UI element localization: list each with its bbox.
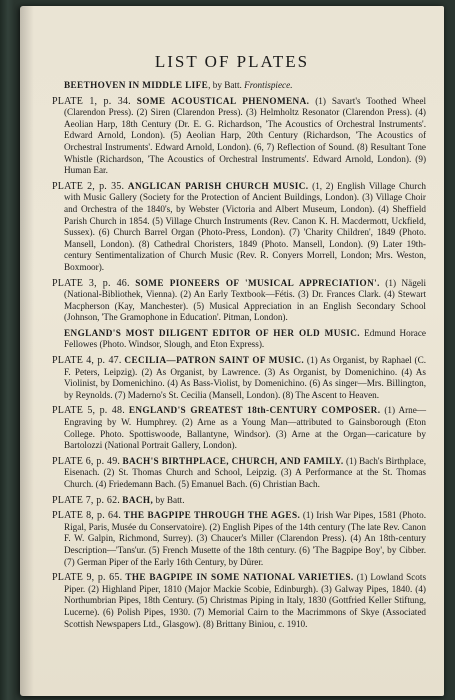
page-gutter-shadow <box>20 6 34 696</box>
plate-entry <box>52 355 426 401</box>
plate-heading: SOME PIONEERS OF 'MUSICAL APPRECIATION'. <box>135 277 380 288</box>
plate-description: Edmund Horace Fellowes (Photo. Windsor, Slough, and Eton Express). <box>64 327 427 350</box>
plate-heading: CECILIA—PATRON SAINT OF MUSIC. <box>124 355 305 366</box>
plate-heading: BACH'S BIRTHPLACE, CHURCH, AND FAMILY. <box>122 455 344 466</box>
plate-label: PLATE 2, p. 35. <box>52 180 125 192</box>
plate-heading: THE BAGPIPE IN SOME NATIONAL VARIETIES. <box>125 572 354 583</box>
plate-label: PLATE 8, p. 64. <box>52 510 122 522</box>
plate-description: (1, 2) English Village Church with Music Gallery (Society for the Protection of Ancient Buildings, London). (3) Village Choir and Orchestra of the 1840's, by Webster (Victoria and Albert Museum, London). (4) Sheffield Parish Church in 1854. (5) Village Church Instruments (Rev. Canon K. H. Macdermott, Uckfield, Sussex). (6) Church Barrel Organ (Photo-Press, London). (7) 'Charity Children', 1849 (Photo. Mansell, London). (8) Cathedral Choristers, 1849 (Photo. Mansell, London). (9) Later 19th-century Sentimentalization of Church Music (Rev. R. Conyers Morrell, London; Mrs. Weston, Boxmoor). <box>64 180 426 272</box>
plate-heading: SOME ACOUSTICAL PHENOMENA. <box>136 95 310 106</box>
plate-label: PLATE 1, p. 34. <box>52 95 131 107</box>
plate-heading: BACH, <box>122 494 154 505</box>
plate-label: PLATE 4, p. 47. <box>52 355 122 367</box>
plate-heading: THE BAGPIPE THROUGH THE AGES. <box>123 510 301 521</box>
plate-description: (1) Arne—Engraving by W. Humphrey. (2) Arne as a Young Man—attributed to Gainsborough (Eton College. Photo. Spottiswoode, Ballantyne, Windsor). (3) Arne at the Organ—caricature by Bartolozzi (National Portrait Gallery, London). <box>64 405 427 451</box>
plate-description: (1) Savart's Toothed Wheel (Clarendon Press). (2) Siren (Clarendon Press). (3) Helmholtz Resonator (Clarendon Press). (4) Aeolian Harp, 18th Century (Dr. E. G. Richardson, 'The Acoustics of Orchestral Instruments'. Edward Arnold, London). (5) Aeolian Harp, 20th Century (Richardson, 'The Acoustics of Orchestral Instruments'. Edward Arnold, London). (6, 7) Reflection of Sound. (8) Resultant Tone Whistle (Richardson, 'The Acoustics of Orchestral Instruments'. Edward Arnold, London). (9) Human Ear. <box>64 95 427 176</box>
plate-label: PLATE 6, p. 49. <box>52 455 121 467</box>
plate-entry <box>52 328 426 351</box>
frontispiece-entry <box>64 80 426 92</box>
plates-list <box>52 80 426 634</box>
plate-description: (1) Irish War Pipes, 1581 (Photo. Rigal, Paris, Musée du Conservatoire). (2) English Pipes of the 14th century (The late Rev. Canon F. W. Galpin, Richmond, Surrey). (3) Chaucer's Miller (Clarendon Press). (4) An 18th-century Description—'Tans'ur. (5) French Musette of the 18th century. (6) 'The Bagpipe Boy', by Cibber. (7) German Piper of the Early 16th Century, by Dürer. <box>64 510 427 567</box>
plate-entry <box>52 278 426 324</box>
entry-heading: BEETHOVEN IN MIDDLE LIFE <box>64 80 209 90</box>
plate-entries <box>52 96 426 631</box>
plate-description: (1) Nägeli (National-Bibliothek, Vienna). (2) An Early Textbook—Fétis. (3) Dr. Frances Clark. (4) Stewart Macpherson (Kay, Manchester). (5) Musical Appreciation in an English Secondary School (Johnson, 'The Gramophone in Education'. Pitman, London). <box>64 277 427 323</box>
plate-label: PLATE 9, p. 65. <box>52 572 123 584</box>
plate-description: (1) Bach's Birthplace, Eisenach. (2) St. Thomas Church and School, Leipzig. (3) A Performance at the St. Thomas Church. (4) Friedemann Bach. (5) Emanuel Bach. (6) Christian Bach. <box>64 455 427 489</box>
entry-note: Frontispiece. <box>244 80 293 90</box>
page-title: LIST OF PLATES <box>154 52 310 71</box>
plate-entry <box>52 495 426 507</box>
plate-description: (1) Lowland Scots Piper. (2) Highland Piper, 1810 (Major Mackie Scobie, Edinburgh). (3) Galway Pipes, 1840. (4) Northumbrian Pipes, 18th Century. (5) Christmas Piping in Italy, 1830 (Gottfried Keller Stiftung, Lucerne). (6) Polish Pipes, 1930. (7) Memorial Cairn to the Macrimmons of Skye (Associated Scottish Newspapers Ltd., Glasgow). (8) Brittany Biniou, c. 1910. <box>64 572 427 629</box>
plate-entry <box>52 572 426 630</box>
plate-heading: ENGLAND'S MOST DILIGENT EDITOR OF HER OLD MUSIC. <box>64 327 360 338</box>
plate-label: PLATE 5, p. 48. <box>52 405 125 417</box>
book-page <box>20 6 444 696</box>
plate-heading: ANGLICAN PARISH CHURCH MUSIC. <box>127 180 309 191</box>
plate-description: (1) As Organist, by Raphael (C. F. Peters, Leipzig). (2) As Organist, by Lawrence. (3) As Organist, by Domenichino. (4) As Violinist, by Domenichino. (4) As Bass-Violist, by Domenichino. (6) As singer—Mrs. Billington, by Reynolds. (7) Maderno's St. Cecilia (Mansell, London). (8) The Ascent to Heaven. <box>64 355 427 400</box>
plate-entry <box>52 456 426 491</box>
plate-entry <box>52 181 426 274</box>
plate-entry <box>52 96 426 177</box>
entry-byline: , by Batt. <box>208 80 245 90</box>
plate-label: PLATE 3, p. 46. <box>52 277 130 289</box>
plate-label: PLATE 7, p. 62. <box>52 494 120 506</box>
plate-entry <box>52 510 426 568</box>
plate-entry <box>52 405 426 451</box>
plate-heading: ENGLAND'S GREATEST 18th-CENTURY COMPOSER. <box>128 405 381 416</box>
plate-description: by Batt. <box>155 494 185 505</box>
